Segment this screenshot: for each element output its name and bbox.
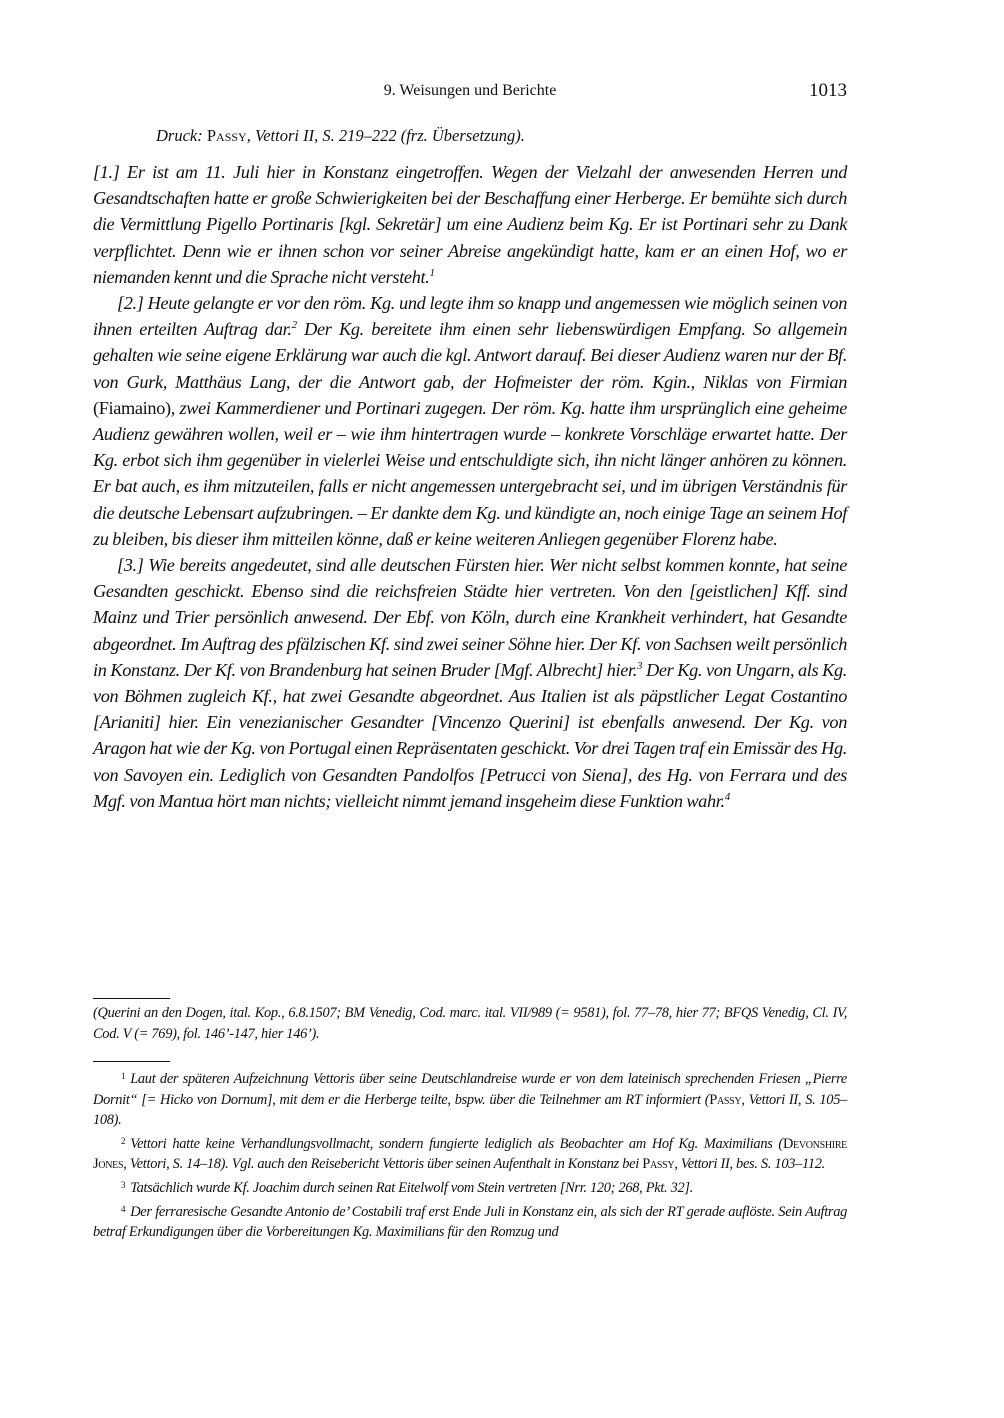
source-note: (Querini an den Dogen, ital. Kop., 6.8.1507; BM Venedig, Cod. marc. ital. VII/989 (= 9581), fol. 77–78, hier 77; BFQS Venedig, Cl. IV, Cod. V (= 769), fol. 146’-147, hier 146’).	[93, 1005, 847, 1042]
print-note-text: , Vettori II, S. 219–222 (frz. Übersetzung).	[246, 126, 525, 145]
paragraph-text: [2.] Heute gelangte er vor den röm. Kg. und legte ihm so knapp und angemessen wie möglich seinen von ihnen erteilten Auftrag dar.	[93, 293, 847, 340]
paragraph-text: [3.] Wie bereits angedeutet, sind alle deutschen Fürsten hier. Wer nicht selbst kommen konnte, hat seine Gesandten geschickt. Ebenso sind die reichsfreien Städte hier vertreten. Von den [geistlichen] Kff. sind Mainz und Trier persönlich anwesend. Der Ebf. von Köln, durch eine Krankheit verhindert, hat Gesandte abgeordnet. Im Auftrag des pfälzischen Kf. sind zwei seiner Söhne hier. Der Kf. von Sachsen weilt persönlich in Konstanz. Der Kf. von Brandenburg hat seinen Bruder [Mgf. Albrecht] hier.	[93, 555, 847, 680]
footnote-1	[93, 1066, 847, 1131]
paragraph-text: [1.] Er ist am 11. Juli hier in Konstanz eingetroffen. Wegen der Vielzahl der anwesenden Herren und Gesandtschaften hatte er große Schwierigkeiten bei der Beschaffung einer Herberge. Er bemühte sich durch die Vermittlung Pigello Portinaris [kgl. Sekretär] um eine Audienz beim Kg. Er ist Portinari sehr zu Dank verpflichtet. Denn wie er ihnen schon vor seiner Abreise angekündigt hatte, kam er an einen Hof, wo er niemanden kennt und die Sprache nicht versteht.	[93, 162, 847, 287]
footnote-text: , Vettori, S. 14–18). Vgl. auch den Reisebericht Vettoris über seinen Aufenthalt in Konstanz bei	[123, 1156, 643, 1173]
paragraph-text: Der Kg. von Ungarn, als Kg. von Böhmen zugleich Kf., hat zwei Gesandte abgeordnet. Aus Italien ist als päpstlicher Legat Costantino [Arianiti] hier. Ein venezianischer Gesandter [Vincenzo Querini] ist ebenfalls anwesend. Der Kg. von Aragon hat wie der Kg. von Portugal einen Repräsentaten geschickt. Vor drei Tagen traf ein Emissär des Hg. von Savoyen ein. Lediglich von Gesandten Pandolfos [Petrucci von Siena], des Hg. von Ferrara und des Mgf. von Mantua hört man nichts; vielleicht nimmt jemand insgeheim diese Funktion wahr.	[93, 659, 848, 811]
footnote-ref-3[interactable]: 3	[637, 659, 643, 672]
page-number: 1013	[809, 80, 847, 101]
footnote-4	[93, 1199, 847, 1243]
footnote-text: Laut der späteren Aufzeichnung Vettoris über seine Deutschlandreise wurde er von dem lateinisch sprechenden Friesen „Pierre Dornit“ [= Hicko von Dornum], mit dem er die Herberge teilte, bspw. über die Teilnehmer am RT informiert (	[93, 1071, 847, 1108]
footnotes	[93, 1066, 847, 1243]
source-separator-rule	[93, 998, 170, 999]
footnote-3	[93, 1175, 847, 1199]
footnote-ref-2[interactable]: 2	[291, 319, 297, 332]
report-body	[93, 159, 847, 814]
print-note-author: Passy	[206, 126, 247, 145]
running-title: 9. Weisungen und Berichte	[383, 82, 557, 99]
author-name: Devonshire Jones	[93, 1135, 847, 1173]
author-name: Passy	[642, 1156, 675, 1173]
footnote-separator-rule	[93, 1061, 170, 1062]
footnote-number: 3	[121, 1179, 126, 1190]
footnote-text: Der ferraresische Gesandte Antonio de’ Costabili traf erst Ende Juli in Konstanz ein, als sich der RT gerade auflöste. Sein Auftrag betraf Erkundigungen über die Vorbereitungen Kg. Maximilians für den Romzug und	[93, 1203, 847, 1241]
name-variant: (Fiamaino)	[93, 397, 171, 418]
footnote-ref-4[interactable]: 4	[724, 790, 730, 803]
footnote-text: , Vettori II, bes. S. 103–112.	[674, 1156, 825, 1173]
footnote-ref-1[interactable]: 1	[429, 266, 435, 279]
running-header	[93, 82, 847, 106]
footnote-number: 1	[121, 1071, 126, 1081]
paragraph-3	[93, 552, 847, 814]
author-name: Passy	[709, 1091, 742, 1108]
paragraph-text: Der Kg. bereitete ihm einen sehr liebenswürdigen Empfang. So allgemein gehalten wie seine eigene Erklärung war auch die kgl. Antwort darauf. Bei dieser Audienz waren nur der Bf. von Gurk, Matthäus Lang, der die Antwort gab, der Hofmeister der röm. Kgin., Niklas von Firmian	[93, 319, 847, 392]
footnote-number: 4	[121, 1203, 126, 1214]
paragraph-1	[93, 159, 847, 290]
print-note-label: Druck:	[156, 126, 203, 145]
footnote-text: , Vettori II, S. 105–108).	[93, 1091, 847, 1129]
print-note	[156, 126, 525, 146]
footnote-text: Vettori hatte keine Verhandlungsvollmacht, sondern fungierte lediglich als Beobachter am Hof Kg. Maximilians (	[130, 1135, 783, 1152]
footnote-2	[93, 1131, 847, 1175]
footnote-number: 2	[121, 1135, 126, 1146]
paragraph-2	[93, 290, 847, 552]
footnote-text: Tatsächlich wurde Kf. Joachim durch seinen Rat Eitelwolf vom Stein vertreten [Nrr. 120; 268, Pkt. 32].	[130, 1179, 694, 1196]
paragraph-text: , zwei Kammerdiener und Portinari zugegen. Der röm. Kg. hatte ihm ursprünglich eine geheime Audienz gewähren wollen, weil er – wie ihm hintertragen wurde – konkrete Vorschläge erwartet hatte. Der Kg. erbot sich ihm gegenüber in vielerlei Weise und entschuldigte sich, ihn nicht länger anhören zu können. Er bat auch, es ihm mitzuteilen, falls er nicht angemessen untergebracht sei, und im übrigen Verständnis für die deutsche Lebensart aufzubringen. – Er dankte dem Kg. und kündigte an, noch einige Tage an seinem Hof zu bleiben, bis dieser ihm mitteilen könne, daß er keine weiteren Anliegen gegenüber Florenz habe.	[93, 397, 847, 549]
